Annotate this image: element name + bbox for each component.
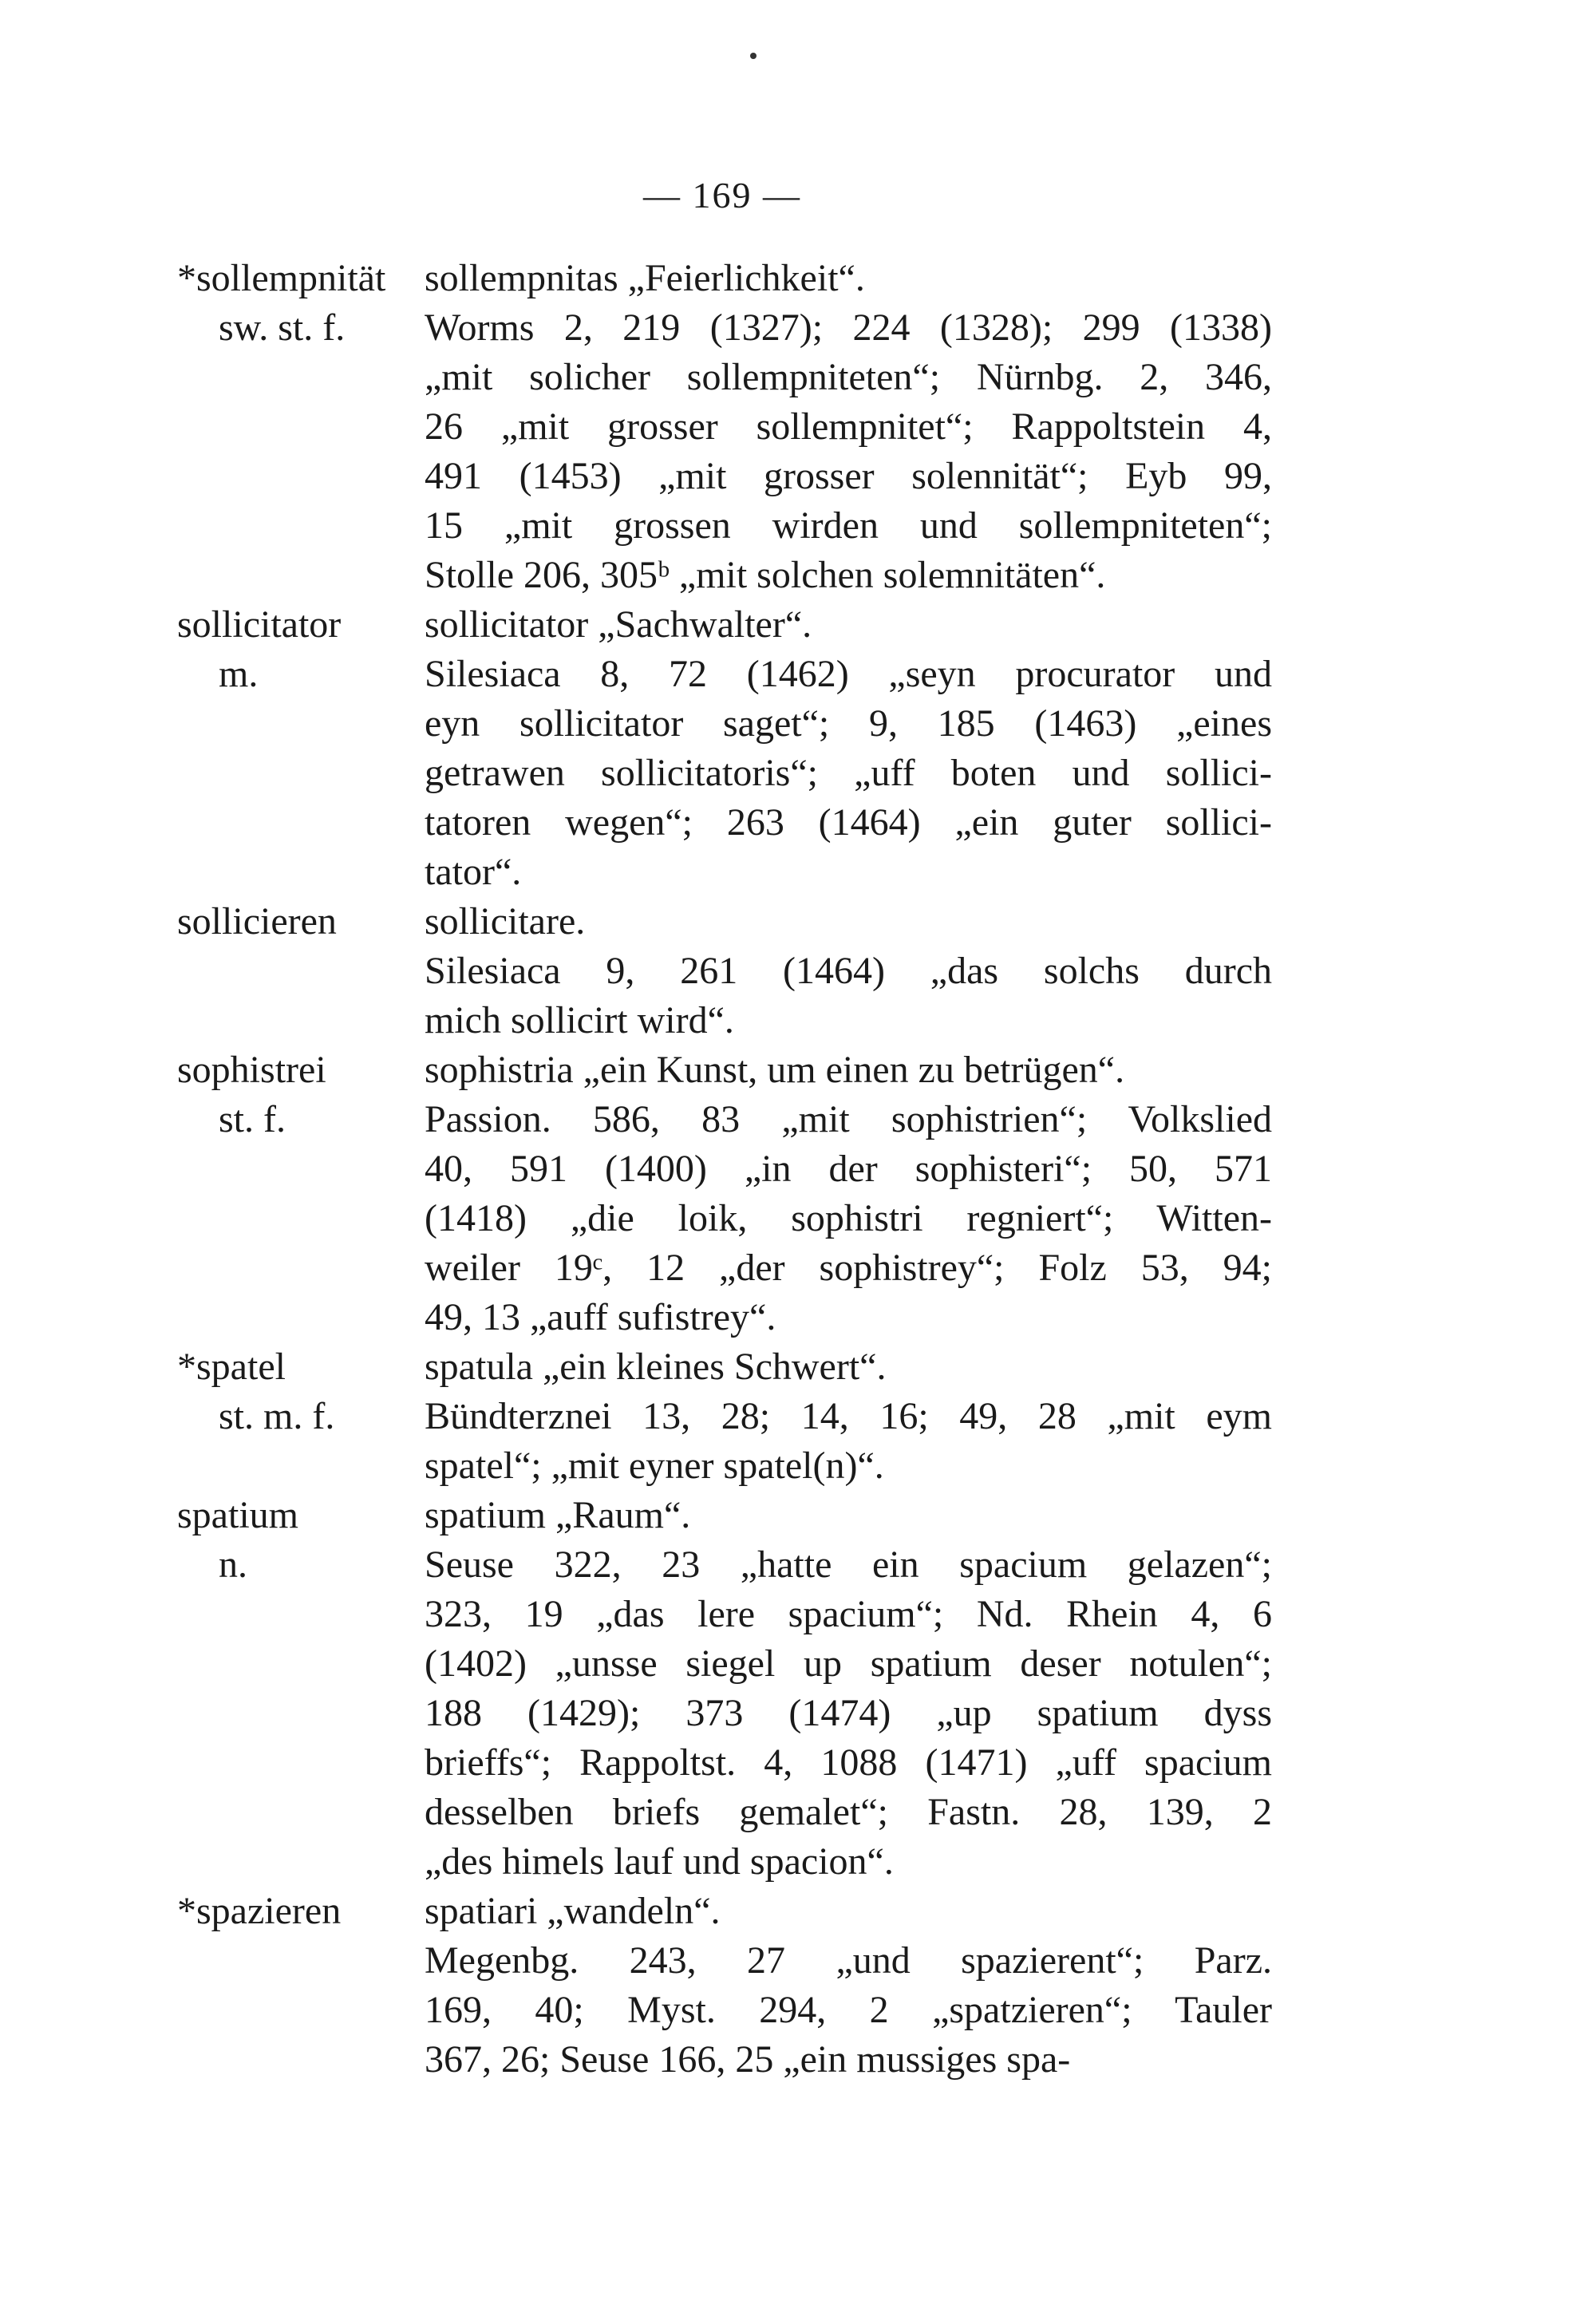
entry-text — [425, 897, 1272, 1045]
dictionary-entry — [0, 897, 1596, 1045]
headword: sollicitator — [177, 603, 342, 646]
citation-line: tator“. — [425, 851, 522, 893]
citation-line: desselben briefs gemalet“; Fastn. 28, 139, 2 — [425, 1791, 1272, 1833]
citation-line: getrawen sollicitatoris“; „uff boten und sollici- — [425, 752, 1272, 794]
citation-line: „mit solicher sollempniteten“; Nürnbg. 2, 346, — [425, 356, 1272, 398]
latin-gloss: spatula „ein kleines Schwert“. — [425, 1346, 887, 1388]
dictionary-entry — [0, 1342, 1596, 1491]
entry-lemma — [177, 1887, 417, 1936]
headword: *spatel — [177, 1346, 286, 1388]
citation-line: Passion. 586, 83 „mit sophistrien“; Volkslied — [425, 1098, 1272, 1140]
entry-text — [425, 254, 1272, 600]
headword: *sollempnität — [177, 257, 386, 299]
grammar-label: n. — [219, 1543, 247, 1586]
dictionary-entries — [0, 254, 1596, 2085]
citation-line: 323, 19 „das lere spacium“; Nd. Rhein 4, 6 — [425, 1593, 1272, 1635]
entry-text — [425, 1491, 1272, 1887]
citation-line: Worms 2, 219 (1327); 224 (1328); 299 (1338) — [425, 306, 1272, 349]
dictionary-entry — [0, 254, 1596, 600]
entry-text — [425, 1045, 1272, 1342]
citation-line: 188 (1429); 373 (1474) „up spatium dyss — [425, 1692, 1272, 1734]
citation-line: mich sollicirt wird“. — [425, 999, 734, 1041]
headword: sophistrei — [177, 1049, 326, 1091]
grammar-label: st. m. f. — [219, 1395, 335, 1437]
citation-line: eyn sollicitator saget“; 9, 185 (1463) „eines — [425, 702, 1272, 745]
dictionary-entry — [0, 1491, 1596, 1887]
entry-text — [425, 600, 1272, 897]
grammar-label: m. — [219, 653, 259, 695]
citation-line: 169, 40; Myst. 294, 2 „spatzieren“; Tauler — [425, 1989, 1272, 2031]
scan-speck — [750, 53, 757, 59]
citation-line: Silesiaca 8, 72 (1462) „seyn procurator und — [425, 653, 1272, 695]
entry-lemma — [177, 1342, 417, 1441]
citation-line: 40, 591 (1400) „in der sophisteri“; 50, 571 — [425, 1148, 1272, 1190]
headword: spatium — [177, 1494, 298, 1536]
entry-text — [425, 1887, 1272, 2085]
citation-line: tatoren wegen“; 263 (1464) „ein guter sollici- — [425, 801, 1272, 844]
citation-line: weiler 19ᶜ, 12 „der sophistrey“; Folz 53, 94; — [425, 1247, 1272, 1289]
citation-line: (1402) „unsse siegel up spatium deser notulen“; — [425, 1642, 1272, 1685]
entry-lemma — [177, 1491, 417, 1590]
citation-line: „des himels lauf und spacion“. — [425, 1840, 894, 1883]
grammar-label: sw. st. f. — [219, 306, 346, 349]
page-number: — 169 — — [643, 175, 801, 215]
citation-line: Bündterznei 13, 28; 14, 16; 49, 28 „mit eym — [425, 1395, 1272, 1437]
citation-line: 26 „mit grosser sollempnitet“; Rappoltstein 4, — [425, 405, 1272, 448]
citation-line: Stolle 206, 305ᵇ „mit solchen solemnitäten“. — [425, 554, 1106, 596]
headword: *spazieren — [177, 1890, 342, 1932]
dictionary-entry — [0, 1887, 1596, 2085]
citation-line: (1418) „die loik, sophistri regniert“; Witten- — [425, 1197, 1272, 1239]
citation-line: brieffs“; Rappoltst. 4, 1088 (1471) „uff spacium — [425, 1741, 1272, 1784]
citation-line: 491 (1453) „mit grosser solennität“; Eyb 99, — [425, 455, 1272, 497]
grammar-label: st. f. — [219, 1098, 286, 1140]
entry-lemma — [177, 897, 417, 947]
citation-line: Silesiaca 9, 261 (1464) „das solchs durch — [425, 950, 1272, 992]
latin-gloss: sophistria „ein Kunst, um einen zu betrügen“. — [425, 1049, 1125, 1091]
citation-line: 15 „mit grossen wirden und sollempniteten“; — [425, 504, 1272, 547]
latin-gloss: sollicitare. — [425, 900, 586, 943]
latin-gloss: spatiari „wandeln“. — [425, 1890, 721, 1932]
entry-lemma — [177, 1045, 417, 1144]
entry-lemma — [177, 600, 417, 699]
dictionary-entry — [0, 1045, 1596, 1342]
entry-text — [425, 1342, 1272, 1491]
dictionary-entry — [0, 600, 1596, 897]
entry-lemma — [177, 254, 417, 353]
citation-line: Seuse 322, 23 „hatte ein spacium gelazen“; — [425, 1543, 1272, 1586]
latin-gloss: sollempnitas „Feierlichkeit“. — [425, 257, 865, 299]
latin-gloss: sollicitator „Sachwalter“. — [425, 603, 812, 646]
citation-line: 49, 13 „auff sufistrey“. — [425, 1296, 776, 1338]
headword: sollicieren — [177, 900, 337, 943]
citation-line: Megenbg. 243, 27 „und spazierent“; Parz. — [425, 1939, 1272, 1982]
latin-gloss: spatium „Raum“. — [425, 1494, 691, 1536]
citation-line: 367, 26; Seuse 166, 25 „ein mussiges spa- — [425, 2038, 1071, 2081]
citation-line: spatel“; „mit eyner spatel(n)“. — [425, 1445, 884, 1487]
